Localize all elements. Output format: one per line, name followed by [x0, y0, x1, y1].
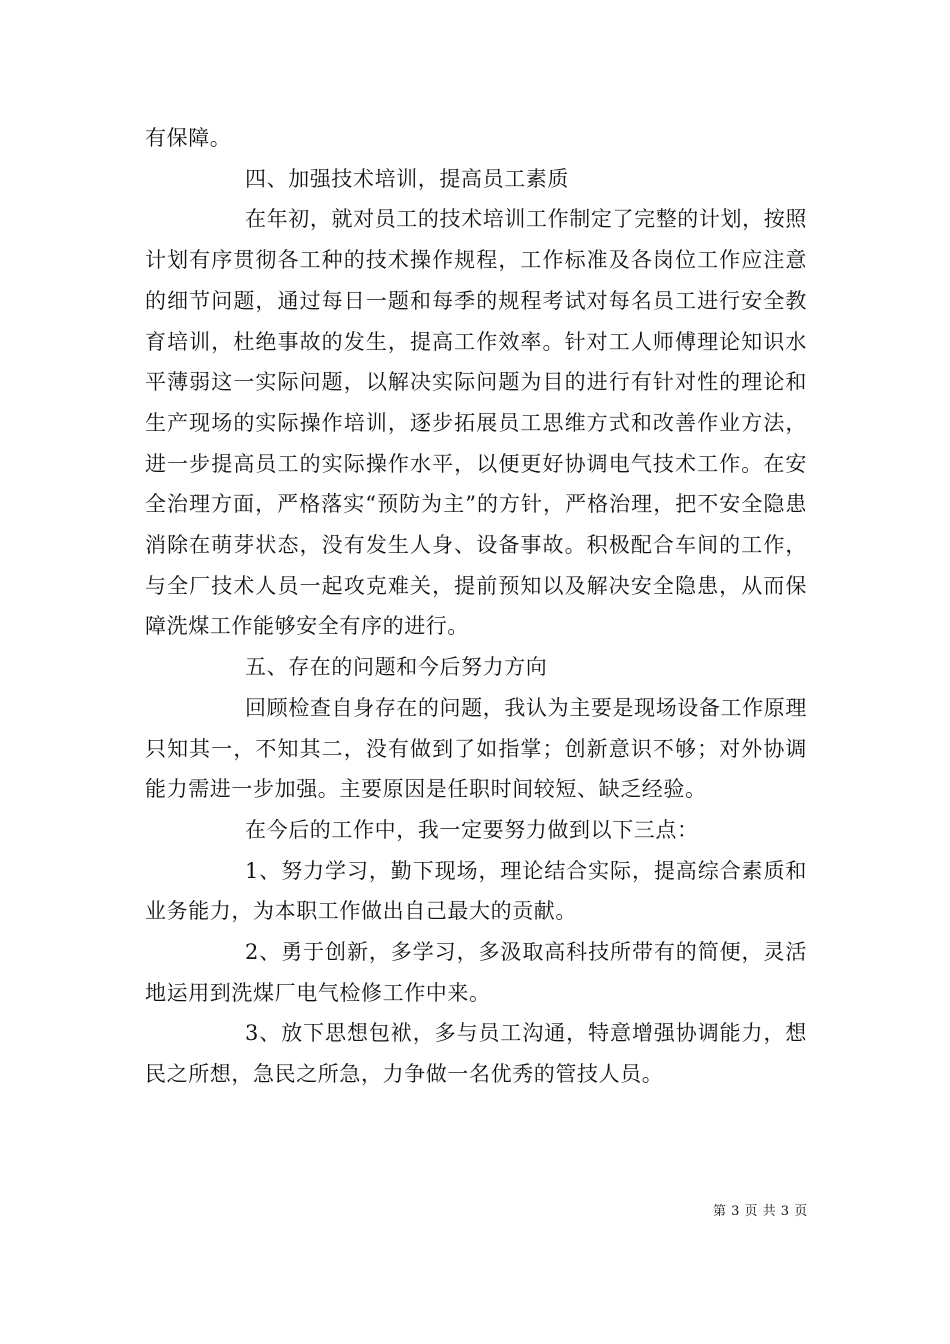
document-body	[145, 118, 807, 1095]
paragraph-future-intro: 在今后的工作中，我一定要努力做到以下三点：	[245, 817, 699, 842]
section-heading-problems: 五、存在的问题和今后努力方向	[245, 655, 548, 680]
list-item-3: 3、放下思想包袱，多与员工沟通，特意增强协调能力，想民之所想，急民之所急，力争做一名优秀的管技人员。	[145, 1021, 807, 1087]
list-item-2: 2、勇于创新，多学习，多汲取高科技所带有的简便，灵活地运用到洗煤厂电气检修工作中来。	[145, 940, 807, 1005]
paragraph-continuation: 有保障。	[145, 126, 232, 150]
paragraph-problems: 回顾检查自身存在的问题，我认为主要是现场设备工作原理只知其一，不知其二，没有做到了如指掌；创新意识不够；对外协调能力需进一步加强。主要原因是任职时间较短、缺乏经验。	[145, 695, 807, 802]
paragraph-training: 在年初，就对员工的技术培训工作制定了完整的计划，按照计划有序贯彻各工种的技术操作规程，工作标准及各岗位工作应注意的细节问题，通过每日一题和每季的规程考试对每名员工进行安全教育培训，杜绝事故的发生，提高工作效率。针对工人师傅理论知识水平薄弱这一实际问题，以解决实际问题为目的进行有针对性的理论和生产现场的实际操作培训，逐步拓展员工思维方式和改善作业方法，进一步提高员工的实际操作水平，以便更好协调电气技术工作。在安全治理方面，严格落实“预防为主”的方针，严格治理，把不安全隐患消除在萌芽状态，没有发生人身、设备事故。积极配合车间的工作，与全厂技术人员一起攻克难关，提前预知以及解决安全隐患，从而保障洗煤工作能够安全有序的进行。	[145, 207, 807, 639]
page-number-footer: 第 3 页 共 3 页	[713, 1204, 808, 1219]
section-heading-training: 四、加强技术培训，提高员工素质	[245, 166, 569, 191]
list-item-1: 1、努力学习，勤下现场，理论结合实际，提高综合素质和业务能力，为本职工作做出自己最大的贡献。	[145, 858, 807, 924]
